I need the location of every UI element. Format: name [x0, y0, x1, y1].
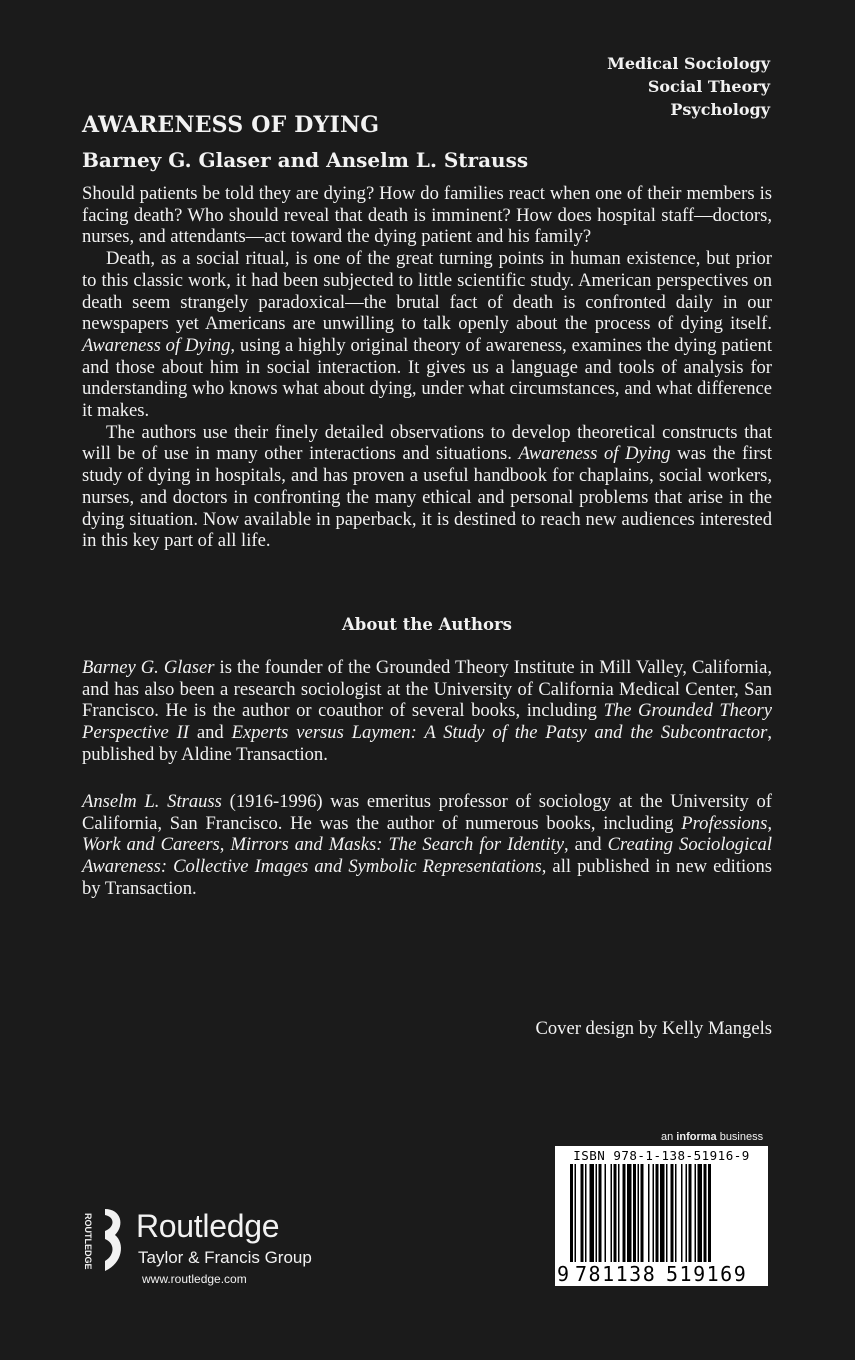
publisher-name: Routledge: [136, 1208, 280, 1244]
subject-categories: [607, 52, 770, 121]
publisher-url: www.routledge.com: [142, 1272, 247, 1286]
strauss-bio: Anselm L. Strauss (1916-1996) was emeritus professor of sociology at the University of California, San Francisco. He was the author of numerous books, including Professions, Work and Careers, Mirrors and Masks: The Search for Identity, and Creating Sociological Awareness: Collective Images and Symbolic Representations, all published in new editions by Transaction.: [82, 791, 773, 899]
subject-1: Medical Sociology: [607, 54, 770, 73]
subject-2: Social Theory: [647, 77, 770, 96]
book-title: AWARENESS OF DYING: [82, 112, 380, 138]
cover-design-credit: Cover design by Kelly Mangels: [535, 1018, 772, 1039]
author-name: Barney G. Glaser: [82, 657, 215, 678]
book-description: [82, 183, 772, 552]
book-title-reference: Awareness of Dying: [82, 334, 231, 356]
description-paragraph-2: Death, as a social ritual, is one of the great turning points in human existence, but prior to this classic work, it had been subjected to little scientific study. American perspectives on death seem strangely paradoxical—the brutal fact of death is confronted daily in our newspapers yet Americans are unwilling to talk openly about the process of dying itself. Awareness of Dying, using a highly original theory of awareness, examines the dying patient and those about him in social interaction. It gives us a language and tools of analysis for understanding who knows what about dying, under what circumstances, and what difference it makes.: [82, 248, 772, 422]
book-reference: Creating Sociological Awareness: Collective Images and Symbolic Representations: [82, 834, 772, 878]
description-paragraph-1: Should patients be told they are dying? How do families react when one of their members is facing death? Who should reveal that death is imminent? How does hospital staff—doctors, nurses, and attendants—act toward the dying patient and his family?: [82, 183, 772, 248]
glaser-bio: Barney G. Glaser is the founder of the Grounded Theory Institute in Mill Valley, California, and has also been a research sociologist at the University of California Medical Center, San Francisco. He is the author or coauthor of several books, including The Grounded Theory Perspective II and Experts versus Laymen: A Study of the Patsy and the Subcontractor, published by Aldine Transaction.: [82, 657, 772, 765]
book-reference: Experts versus Laymen: A Study of the Patsy and the Subcontractor: [231, 722, 768, 744]
author-name: Anselm L. Strauss: [82, 791, 222, 812]
about-authors-heading: About the Authors: [342, 615, 512, 634]
subject-3: Psychology: [670, 100, 770, 119]
book-reference: Professions, Work and Careers: [82, 812, 772, 856]
barcode-panel: [555, 1146, 768, 1286]
book-reference: The Grounded Theory Perspective II: [82, 700, 772, 744]
informa-tagline: an informa business: [661, 1131, 764, 1143]
book-title-reference: Awareness of Dying: [518, 443, 671, 465]
ean-digits: 9 781138 519169: [555, 1262, 768, 1286]
book-authors: Barney G. Glaser and Anselm L. Strauss: [82, 148, 529, 172]
book-reference: Mirrors and Masks: The Search for Identity: [230, 834, 564, 856]
logo-wordmark: ROUTLEDGE: [83, 1213, 93, 1270]
publisher-group: Taylor & Francis Group: [138, 1248, 312, 1267]
routledge-logo-icon: [75, 1205, 127, 1277]
isbn-number: ISBN 978-1-138-51916-9: [573, 1148, 750, 1163]
description-paragraph-3: The authors use their finely detailed observations to develop theoretical constructs that will be of use in many other interactions and situations. Awareness of Dying was the first study of dying in hospitals, and has proven a useful handbook for chaplains, social workers, nurses, and doctors in confronting the many ethical and personal problems that arise in the dying situation. Now available in paperback, it is destined to reach new audiences interested in this key part of all life.: [82, 421, 773, 552]
